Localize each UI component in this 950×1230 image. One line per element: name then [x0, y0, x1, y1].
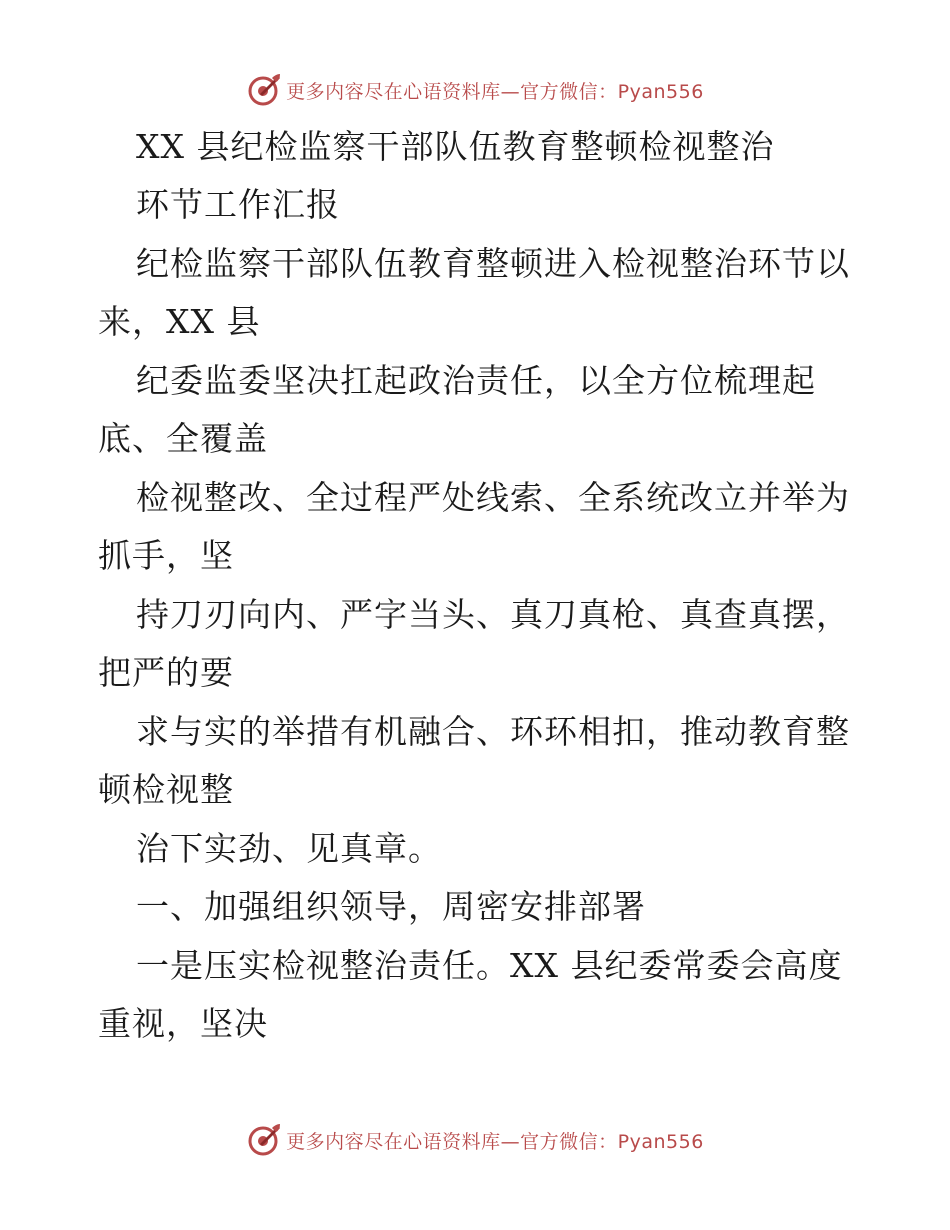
- header-banner: [0, 70, 950, 110]
- quill-logo-icon: [246, 72, 282, 108]
- footer-banner: [0, 1120, 950, 1160]
- doc-text-line: 一是压实检视整治责任。XX 县纪委常委会高度: [136, 946, 843, 985]
- doc-text-line: 重视，坚决: [98, 1004, 268, 1043]
- doc-text-line: 治下实劲、见真章。: [136, 829, 442, 868]
- header-banner-text: 更多内容尽在心语资料库—官方微信：Pyan556: [286, 80, 704, 103]
- doc-text-line: 求与实的举措有机融合、环环相扣，推动教育整: [136, 712, 850, 751]
- quill-logo-icon: [246, 1122, 282, 1158]
- doc-title-line-2: 环节工作汇报: [136, 185, 340, 224]
- doc-text-line: 把严的要: [98, 653, 234, 692]
- doc-text-line: 纪检监察干部队伍教育整顿进入检视整治环节以: [136, 244, 850, 283]
- doc-text-line: 检视整改、全过程严处线索、全系统改立并举为: [136, 478, 850, 517]
- footer-banner-text: 更多内容尽在心语资料库—官方微信：Pyan556: [286, 1130, 704, 1153]
- doc-text-line: 持刀刃向内、严字当头、真刀真枪、真查真摆，: [136, 595, 850, 634]
- doc-text-line: 底、全覆盖: [98, 419, 268, 458]
- doc-text-line: 来，XX 县: [98, 302, 261, 341]
- doc-text-line: 顿检视整: [98, 770, 234, 809]
- doc-title-line-1: XX 县纪检监察干部队伍教育整顿检视整治: [136, 127, 775, 166]
- doc-text-line: 抓手，坚: [98, 536, 234, 575]
- section-heading: 一、加强组织领导，周密安排部署: [136, 887, 646, 926]
- doc-text-line: 纪委监委坚决扛起政治责任，以全方位梳理起: [136, 361, 816, 400]
